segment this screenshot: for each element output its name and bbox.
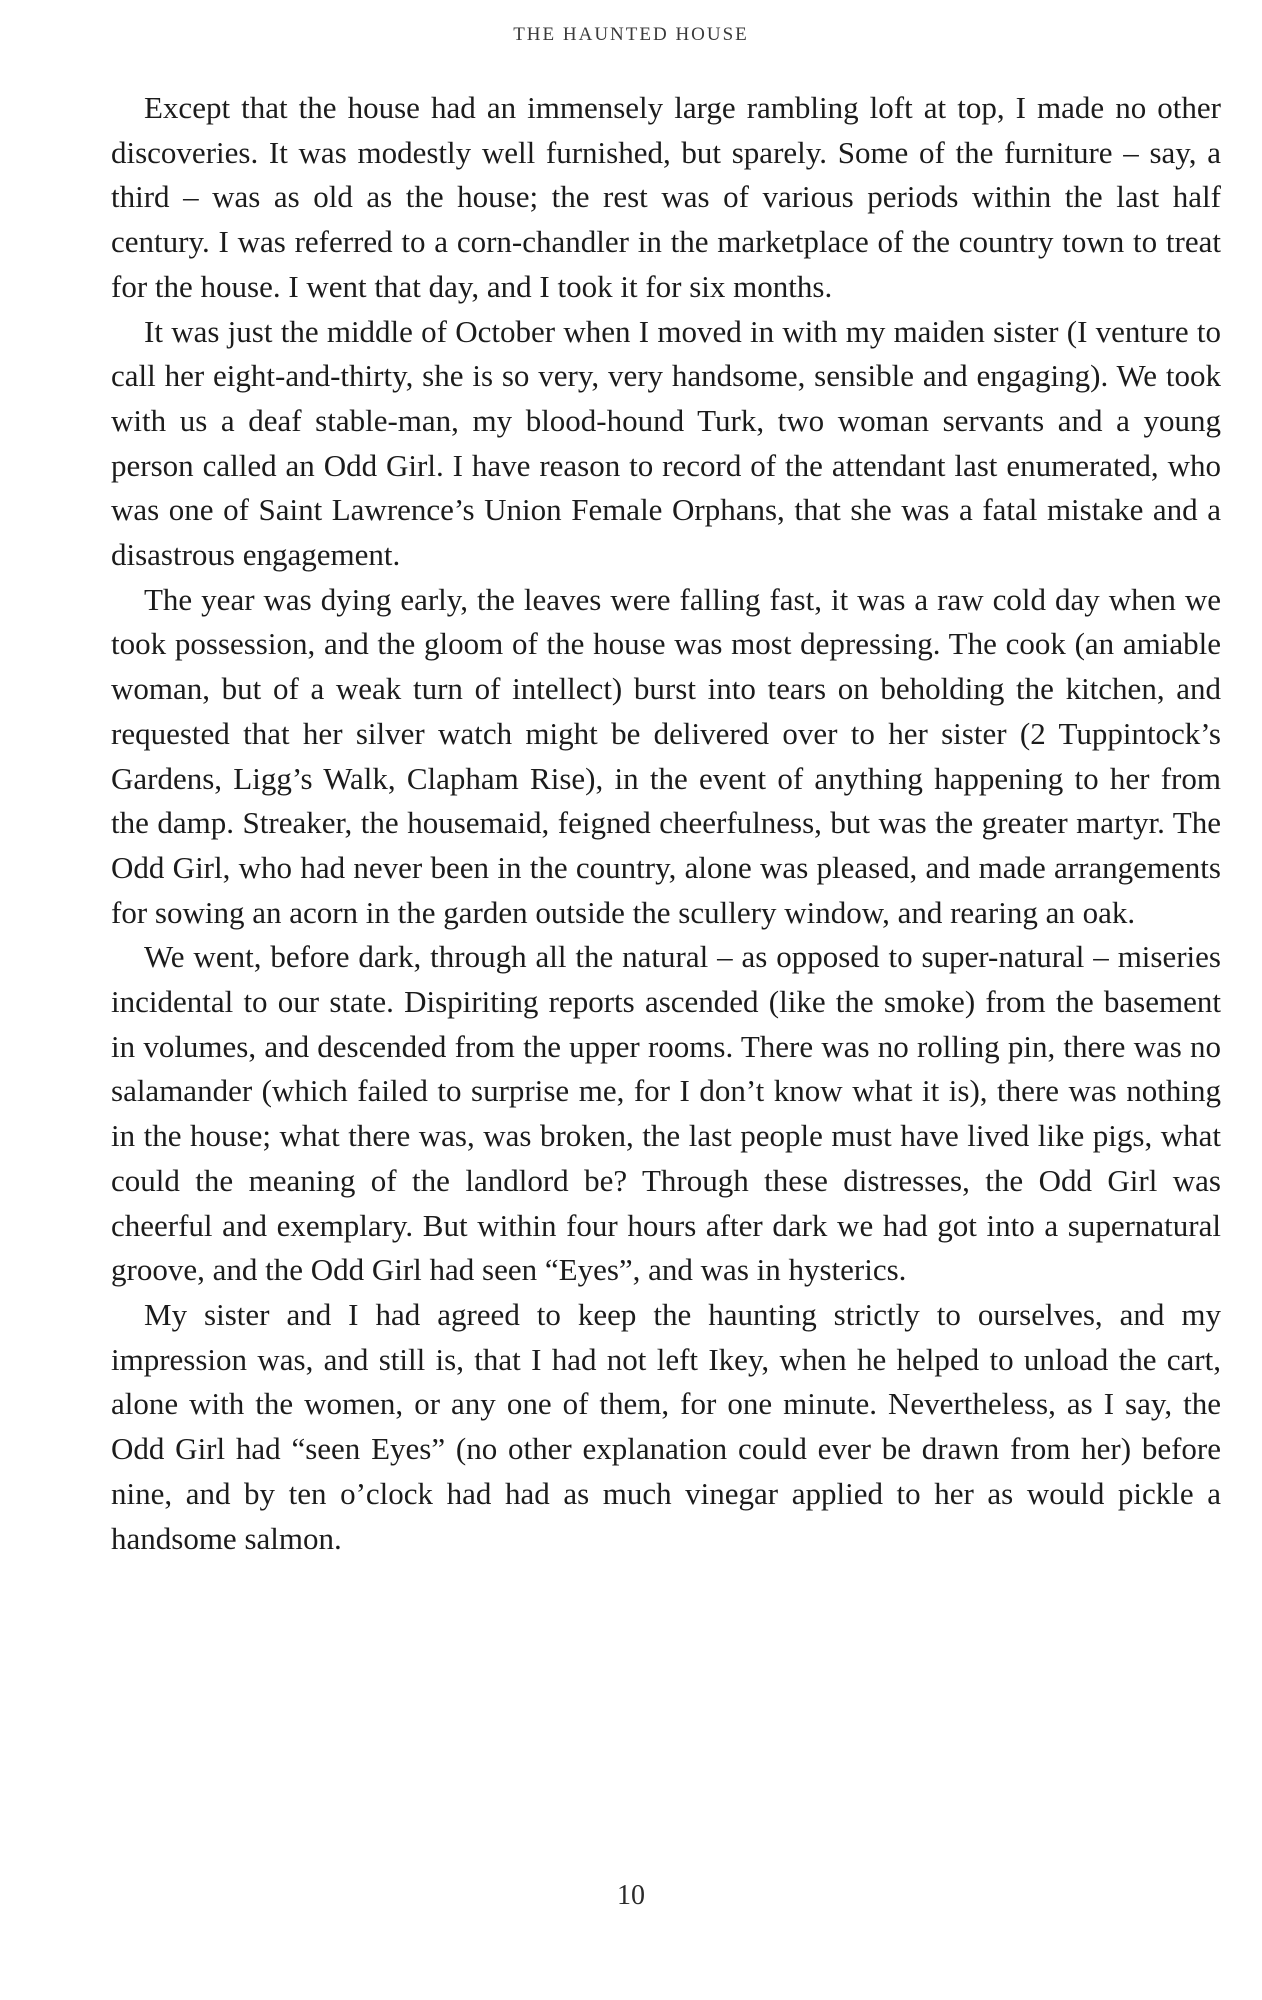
paragraph: My sister and I had agreed to keep the haunting strictly to ourselves, and my impression was, and still is, that I had not left Ikey, when he helped to unload the cart, alone with the women, or any one of them, for one minute. Nevertheless, as I say, the Odd Girl had “seen Eyes” (no other explanation could ever be drawn from her) before nine, and by ten o’clock had had as much vinegar applied to her as would pickle a handsome salmon. <box>111 1296 1221 1556</box>
paragraph: The year was dying early, the leaves were falling fast, it was a raw cold day when we took possession, and the gloom of the house was most depressing. The cook (an amiable woman, but of a weak turn of intellect) burst into tears on beholding the kitchen, and requested that her silver watch might be delivered over to her sister (2 Tuppintock’s Gardens, Ligg’s Walk, Clapham Rise), in the event of anything happening to her from the damp. Streaker, the housemaid, feigned cheerfulness, but was the greater martyr. The Odd Girl, who had never been in the country, alone was pleased, and made arrangements for sowing an acorn in the garden outside the scullery window, and rearing an oak. <box>111 581 1221 930</box>
page-number: 10 <box>617 1880 645 1911</box>
paragraph: Except that the house had an immensely large rambling loft at top, I made no other discoveries. It was modestly well furnished, but sparely. Some of the furniture – say, a third – was as old as the house; the rest was of various periods within the last half century. I was referred to a corn-chandler in the marketplace of the country town to treat for the house. I went that day, and I took it for six months. <box>111 90 1221 304</box>
body-text <box>111 86 1221 1561</box>
paragraph: It was just the middle of October when I moved in with my maiden sister (I venture to call her eight-and-thirty, she is so very, very handsome, sensible and engaging). We took with us a deaf stable-man, my blood-hound Turk, two woman servants and a young person called an Odd Girl. I have reason to record of the attendant last enumerated, who was one of Saint Lawrence’s Union Female Orphans, that she was a fatal mistake and a disastrous engagement. <box>111 313 1221 573</box>
running-head: THE HAUNTED HOUSE <box>513 24 749 45</box>
paragraph: We went, before dark, through all the natural – as opposed to super-natural – miseries incidental to our state. Dispiriting reports ascended (like the smoke) from the basement in volumes, and descended from the upper rooms. There was no rolling pin, there was no salamander (which failed to surprise me, for I don’t know what it is), there was nothing in the house; what there was, was broken, the last people must have lived like pigs, what could the meaning of the landlord be? Through these distresses, the Odd Girl was cheerful and exemplary. But within four hours after dark we had got into a supernatural groove, and the Odd Girl had seen “Eyes”, and was in hysterics. <box>111 939 1221 1288</box>
